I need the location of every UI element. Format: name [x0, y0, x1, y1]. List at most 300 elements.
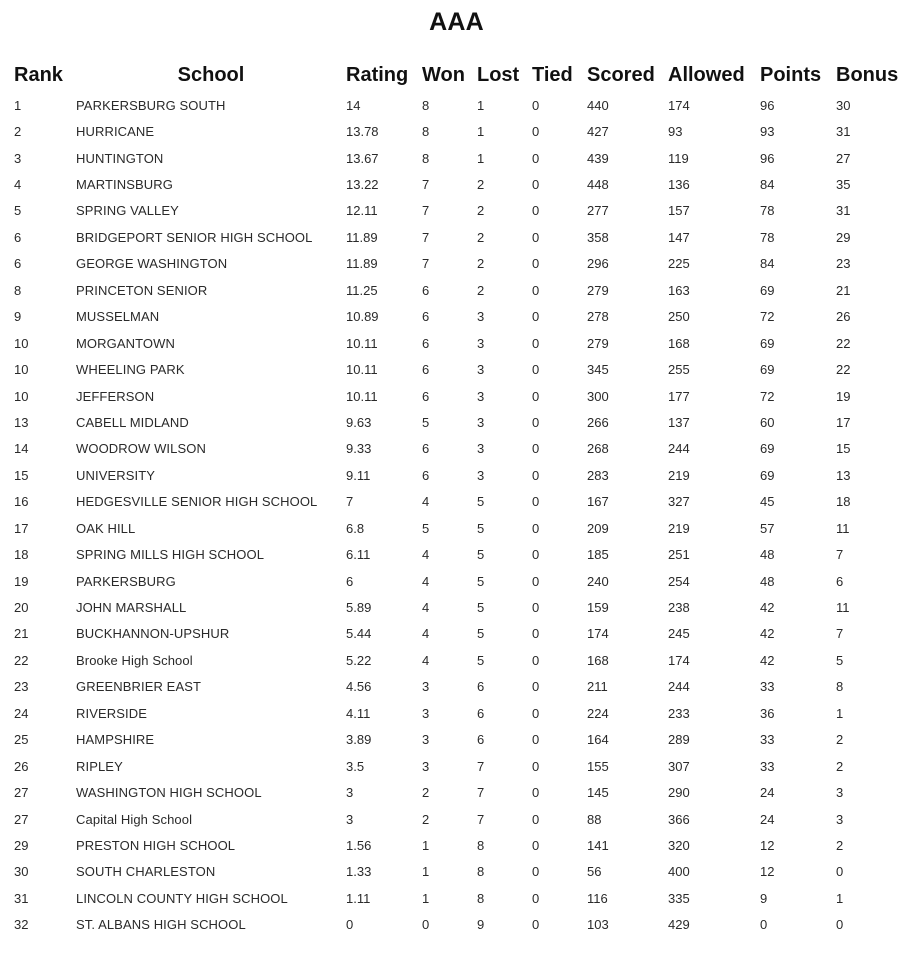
- cell-lost: 2: [477, 229, 485, 245]
- cell-rating: 7: [346, 494, 354, 510]
- cell-won: 7: [422, 177, 430, 193]
- cell-bonus: 0: [836, 917, 844, 933]
- table-row: [14, 251, 904, 277]
- cell-rank: 4: [14, 177, 22, 193]
- cell-rank: 24: [14, 705, 29, 721]
- cell-lost: 7: [477, 785, 485, 801]
- table-row: [14, 541, 904, 567]
- cell-scored: 278: [587, 309, 609, 325]
- cell-bonus: 30: [836, 97, 851, 113]
- cell-allowed: 147: [668, 229, 690, 245]
- cell-points: 60: [760, 414, 775, 430]
- cell-school: BRIDGEPORT SENIOR HIGH SCHOOL: [76, 229, 313, 245]
- cell-allowed: 245: [668, 626, 690, 642]
- cell-lost: 7: [477, 758, 485, 774]
- header-tied: Tied: [532, 63, 573, 86]
- cell-rank: 1: [14, 97, 22, 113]
- cell-lost: 5: [477, 494, 485, 510]
- cell-school: PARKERSBURG: [76, 573, 176, 589]
- cell-school: RIVERSIDE: [76, 705, 147, 721]
- cell-won: 4: [422, 626, 430, 642]
- cell-lost: 8: [477, 837, 485, 853]
- header-allowed: Allowed: [668, 63, 745, 86]
- cell-tied: 0: [532, 282, 540, 298]
- cell-scored: 56: [587, 864, 602, 880]
- cell-won: 5: [422, 414, 430, 430]
- cell-school: WASHINGTON HIGH SCHOOL: [76, 785, 262, 801]
- cell-rating: 0: [346, 917, 354, 933]
- table-row: [14, 621, 904, 647]
- cell-allowed: 320: [668, 837, 690, 853]
- cell-rank: 9: [14, 309, 22, 325]
- cell-won: 6: [422, 388, 430, 404]
- cell-won: 4: [422, 600, 430, 616]
- page-title: AAA: [429, 8, 484, 36]
- cell-rank: 16: [14, 494, 29, 510]
- cell-rank: 27: [14, 811, 29, 827]
- cell-allowed: 157: [668, 203, 690, 219]
- cell-rank: 17: [14, 520, 29, 536]
- cell-allowed: 255: [668, 362, 690, 378]
- cell-scored: 358: [587, 229, 609, 245]
- cell-bonus: 35: [836, 177, 851, 193]
- cell-rank: 32: [14, 917, 29, 933]
- cell-bonus: 15: [836, 441, 851, 457]
- cell-rank: 6: [14, 256, 22, 272]
- cell-won: 6: [422, 309, 430, 325]
- cell-scored: 268: [587, 441, 609, 457]
- cell-points: 42: [760, 600, 775, 616]
- cell-allowed: 233: [668, 705, 690, 721]
- cell-scored: 277: [587, 203, 609, 219]
- cell-bonus: 5: [836, 652, 844, 668]
- cell-lost: 6: [477, 679, 485, 695]
- cell-rank: 29: [14, 837, 29, 853]
- cell-tied: 0: [532, 626, 540, 642]
- cell-bonus: 3: [836, 811, 844, 827]
- cell-won: 4: [422, 573, 430, 589]
- cell-points: 69: [760, 441, 775, 457]
- cell-rating: 12.11: [346, 203, 378, 219]
- cell-lost: 3: [477, 414, 485, 430]
- cell-school: Capital High School: [76, 811, 193, 827]
- cell-scored: 279: [587, 282, 609, 298]
- cell-points: 78: [760, 229, 775, 245]
- cell-won: 6: [422, 335, 430, 351]
- cell-allowed: 290: [668, 785, 690, 801]
- cell-rating: 4.56: [346, 679, 372, 695]
- cell-school: BUCKHANNON-UPSHUR: [76, 626, 230, 642]
- cell-rating: 1.33: [346, 864, 372, 880]
- cell-won: 5: [422, 520, 430, 536]
- cell-points: 0: [760, 917, 768, 933]
- cell-scored: 279: [587, 335, 609, 351]
- cell-school: LINCOLN COUNTY HIGH SCHOOL: [76, 890, 288, 906]
- cell-rank: 23: [14, 679, 29, 695]
- cell-scored: 300: [587, 388, 609, 404]
- cell-lost: 5: [477, 520, 485, 536]
- cell-school: JOHN MARSHALL: [76, 600, 187, 616]
- cell-scored: 88: [587, 811, 602, 827]
- cell-lost: 3: [477, 467, 485, 483]
- cell-won: 6: [422, 362, 430, 378]
- cell-lost: 2: [477, 203, 485, 219]
- cell-bonus: 18: [836, 494, 851, 510]
- cell-allowed: 251: [668, 547, 690, 563]
- cell-tied: 0: [532, 177, 540, 193]
- cell-bonus: 17: [836, 414, 851, 430]
- cell-points: 9: [760, 890, 768, 906]
- cell-tied: 0: [532, 388, 540, 404]
- cell-rating: 11.89: [346, 229, 378, 245]
- cell-scored: 448: [587, 177, 609, 193]
- table-row: [14, 383, 904, 409]
- header-rating: Rating: [346, 63, 409, 86]
- cell-lost: 8: [477, 890, 485, 906]
- cell-lost: 2: [477, 177, 485, 193]
- table-row: [14, 594, 904, 620]
- cell-rating: 10.89: [346, 309, 379, 325]
- cell-lost: 3: [477, 309, 485, 325]
- cell-school: OAK HILL: [76, 520, 136, 536]
- cell-bonus: 1: [836, 705, 844, 721]
- cell-rating: 3: [346, 811, 354, 827]
- cell-scored: 283: [587, 467, 609, 483]
- cell-bonus: 3: [836, 785, 844, 801]
- cell-points: 12: [760, 837, 775, 853]
- cell-bonus: 7: [836, 547, 844, 563]
- cell-points: 78: [760, 203, 775, 219]
- table-row: [14, 859, 904, 885]
- table-row: [14, 304, 904, 330]
- cell-points: 69: [760, 467, 775, 483]
- cell-scored: 174: [587, 626, 609, 642]
- cell-points: 72: [760, 309, 775, 325]
- cell-points: 42: [760, 652, 775, 668]
- cell-bonus: 29: [836, 229, 851, 245]
- header-school: School: [177, 63, 245, 86]
- cell-school: HAMPSHIRE: [76, 732, 155, 748]
- cell-scored: 345: [587, 362, 609, 378]
- cell-rank: 19: [14, 573, 29, 589]
- cell-school: RIPLEY: [76, 758, 123, 774]
- cell-rating: 9.33: [346, 441, 372, 457]
- cell-points: 45: [760, 494, 775, 510]
- cell-lost: 1: [477, 97, 485, 113]
- cell-rating: 5.44: [346, 626, 372, 642]
- cell-school: SOUTH CHARLESTON: [76, 864, 216, 880]
- cell-lost: 5: [477, 573, 485, 589]
- table-row: [14, 700, 904, 726]
- cell-bonus: 11: [836, 520, 850, 536]
- cell-school: PARKERSBURG SOUTH: [76, 97, 226, 113]
- cell-bonus: 23: [836, 256, 851, 272]
- table-row: [14, 118, 904, 144]
- cell-won: 2: [422, 785, 430, 801]
- table-row: [14, 779, 904, 805]
- cell-rank: 10: [14, 388, 29, 404]
- cell-lost: 6: [477, 732, 485, 748]
- cell-rating: 3.5: [346, 758, 365, 774]
- cell-allowed: 244: [668, 679, 690, 695]
- cell-school: JEFFERSON: [76, 388, 155, 404]
- table-row: [14, 356, 904, 382]
- cell-tied: 0: [532, 494, 540, 510]
- cell-rating: 13.67: [346, 150, 379, 166]
- cell-bonus: 11: [836, 600, 850, 616]
- cell-school: GEORGE WASHINGTON: [76, 256, 228, 272]
- cell-allowed: 335: [668, 890, 690, 906]
- cell-won: 3: [422, 705, 430, 721]
- cell-points: 36: [760, 705, 775, 721]
- cell-bonus: 2: [836, 732, 844, 748]
- cell-rank: 30: [14, 864, 29, 880]
- cell-allowed: 163: [668, 282, 690, 298]
- cell-lost: 5: [477, 626, 485, 642]
- cell-rating: 3: [346, 785, 354, 801]
- cell-rating: 10.11: [346, 362, 378, 378]
- cell-bonus: 22: [836, 335, 851, 351]
- cell-lost: 2: [477, 282, 485, 298]
- cell-scored: 185: [587, 547, 609, 563]
- cell-allowed: 289: [668, 732, 690, 748]
- cell-rating: 10.11: [346, 335, 378, 351]
- cell-rating: 3.89: [346, 732, 372, 748]
- cell-scored: 440: [587, 97, 609, 113]
- cell-scored: 266: [587, 414, 609, 430]
- table-row: [14, 568, 904, 594]
- cell-rating: 11.25: [346, 282, 378, 298]
- cell-school: MORGANTOWN: [76, 335, 175, 351]
- cell-rank: 20: [14, 600, 29, 616]
- cell-lost: 1: [477, 150, 485, 166]
- cell-allowed: 174: [668, 97, 690, 113]
- cell-allowed: 177: [668, 388, 690, 404]
- table-row: [14, 224, 904, 250]
- cell-allowed: 250: [668, 309, 690, 325]
- cell-won: 7: [422, 229, 430, 245]
- cell-scored: 164: [587, 732, 609, 748]
- cell-rank: 25: [14, 732, 29, 748]
- cell-school: ST. ALBANS HIGH SCHOOL: [76, 917, 246, 933]
- cell-tied: 0: [532, 124, 540, 140]
- cell-won: 6: [422, 441, 430, 457]
- cell-scored: 211: [587, 679, 608, 695]
- cell-tied: 0: [532, 785, 540, 801]
- table-row: [14, 674, 904, 700]
- cell-won: 4: [422, 494, 430, 510]
- cell-rank: 10: [14, 335, 29, 351]
- cell-school: WOODROW WILSON: [76, 441, 206, 457]
- cell-won: 3: [422, 679, 430, 695]
- cell-tied: 0: [532, 758, 540, 774]
- table-row: [14, 832, 904, 858]
- standings-table: [14, 58, 904, 938]
- cell-school: MARTINSBURG: [76, 177, 173, 193]
- cell-won: 3: [422, 758, 430, 774]
- cell-rank: 26: [14, 758, 29, 774]
- cell-tied: 0: [532, 732, 540, 748]
- cell-scored: 155: [587, 758, 609, 774]
- cell-rating: 1.56: [346, 837, 372, 853]
- cell-school: SPRING MILLS HIGH SCHOOL: [76, 547, 265, 563]
- cell-allowed: 137: [668, 414, 690, 430]
- cell-scored: 427: [587, 124, 609, 140]
- cell-lost: 9: [477, 917, 485, 933]
- cell-tied: 0: [532, 335, 540, 351]
- cell-rating: 5.22: [346, 652, 372, 668]
- cell-tied: 0: [532, 441, 540, 457]
- cell-bonus: 2: [836, 837, 844, 853]
- cell-lost: 5: [477, 652, 485, 668]
- cell-school: SPRING VALLEY: [76, 203, 179, 219]
- cell-tied: 0: [532, 573, 540, 589]
- cell-rank: 21: [14, 626, 29, 642]
- cell-bonus: 31: [836, 124, 851, 140]
- table-row: [14, 489, 904, 515]
- cell-won: 1: [422, 837, 430, 853]
- cell-allowed: 400: [668, 864, 690, 880]
- cell-rating: 10.11: [346, 388, 378, 404]
- cell-bonus: 1: [836, 890, 844, 906]
- cell-scored: 159: [587, 600, 609, 616]
- cell-rank: 6: [14, 229, 22, 245]
- cell-rank: 27: [14, 785, 29, 801]
- cell-lost: 8: [477, 864, 485, 880]
- cell-allowed: 366: [668, 811, 690, 827]
- cell-rating: 14: [346, 97, 361, 113]
- cell-rating: 9.11: [346, 467, 371, 483]
- cell-bonus: 27: [836, 150, 851, 166]
- cell-tied: 0: [532, 705, 540, 721]
- header-rank: Rank: [14, 63, 63, 86]
- cell-rank: 14: [14, 441, 29, 457]
- cell-rank: 3: [14, 150, 22, 166]
- cell-lost: 3: [477, 362, 485, 378]
- cell-allowed: 174: [668, 652, 690, 668]
- cell-won: 8: [422, 97, 430, 113]
- cell-tied: 0: [532, 467, 540, 483]
- cell-school: HURRICANE: [76, 124, 155, 140]
- cell-tied: 0: [532, 679, 540, 695]
- table-row: [14, 171, 904, 197]
- cell-tied: 0: [532, 414, 540, 430]
- cell-scored: 141: [587, 837, 609, 853]
- cell-points: 12: [760, 864, 775, 880]
- cell-scored: 240: [587, 573, 609, 589]
- cell-allowed: 93: [668, 124, 683, 140]
- cell-rank: 13: [14, 414, 29, 430]
- cell-school: UNIVERSITY: [76, 467, 156, 483]
- cell-school: WHEELING PARK: [76, 362, 185, 378]
- cell-won: 7: [422, 256, 430, 272]
- cell-rating: 13.22: [346, 177, 379, 193]
- table-row: [14, 462, 904, 488]
- cell-won: 0: [422, 917, 430, 933]
- table-row: [14, 330, 904, 356]
- cell-won: 8: [422, 150, 430, 166]
- cell-points: 96: [760, 97, 775, 113]
- cell-rating: 5.89: [346, 600, 372, 616]
- cell-points: 96: [760, 150, 775, 166]
- cell-won: 6: [422, 467, 430, 483]
- cell-rating: 11.89: [346, 256, 378, 272]
- table-row: [14, 92, 904, 118]
- cell-allowed: 119: [668, 150, 689, 166]
- header-scored: Scored: [587, 63, 655, 86]
- table-body: [14, 92, 904, 938]
- table-row: [14, 145, 904, 171]
- cell-bonus: 21: [836, 282, 851, 298]
- header-points: Points: [760, 63, 822, 86]
- header-won: Won: [422, 63, 465, 86]
- cell-tied: 0: [532, 309, 540, 325]
- cell-allowed: 327: [668, 494, 690, 510]
- table-row: [14, 727, 904, 753]
- cell-tied: 0: [532, 547, 540, 563]
- cell-tied: 0: [532, 917, 540, 933]
- cell-points: 24: [760, 811, 775, 827]
- cell-points: 84: [760, 256, 775, 272]
- cell-tied: 0: [532, 890, 540, 906]
- cell-bonus: 22: [836, 362, 851, 378]
- header-lost: Lost: [477, 63, 520, 86]
- cell-points: 69: [760, 362, 775, 378]
- table-row: [14, 885, 904, 911]
- cell-won: 3: [422, 732, 430, 748]
- cell-lost: 3: [477, 441, 485, 457]
- cell-allowed: 244: [668, 441, 690, 457]
- header-bonus: Bonus: [836, 63, 899, 86]
- cell-rank: 15: [14, 467, 29, 483]
- cell-lost: 1: [477, 124, 485, 140]
- cell-rating: 13.78: [346, 124, 379, 140]
- cell-bonus: 13: [836, 467, 851, 483]
- cell-scored: 439: [587, 150, 609, 166]
- cell-points: 33: [760, 732, 775, 748]
- cell-tied: 0: [532, 150, 540, 166]
- cell-points: 72: [760, 388, 775, 404]
- cell-tied: 0: [532, 229, 540, 245]
- cell-points: 33: [760, 758, 775, 774]
- cell-scored: 224: [587, 705, 609, 721]
- cell-bonus: 7: [836, 626, 844, 642]
- cell-points: 69: [760, 282, 775, 298]
- cell-scored: 116: [587, 890, 608, 906]
- cell-bonus: 8: [836, 679, 844, 695]
- cell-points: 48: [760, 573, 775, 589]
- cell-scored: 209: [587, 520, 609, 536]
- header-row: [14, 58, 904, 92]
- cell-bonus: 2: [836, 758, 844, 774]
- cell-won: 4: [422, 547, 430, 563]
- cell-school: Brooke High School: [76, 652, 193, 668]
- cell-allowed: 136: [668, 177, 690, 193]
- cell-bonus: 31: [836, 203, 851, 219]
- cell-school: HEDGESVILLE SENIOR HIGH SCHOOL: [76, 494, 318, 510]
- cell-allowed: 225: [668, 256, 690, 272]
- cell-points: 69: [760, 335, 775, 351]
- table-row: [14, 277, 904, 303]
- cell-scored: 296: [587, 256, 609, 272]
- cell-points: 33: [760, 679, 775, 695]
- table-row: [14, 436, 904, 462]
- cell-scored: 145: [587, 785, 609, 801]
- cell-tied: 0: [532, 652, 540, 668]
- table-row: [14, 753, 904, 779]
- cell-scored: 103: [587, 917, 609, 933]
- cell-won: 1: [422, 890, 430, 906]
